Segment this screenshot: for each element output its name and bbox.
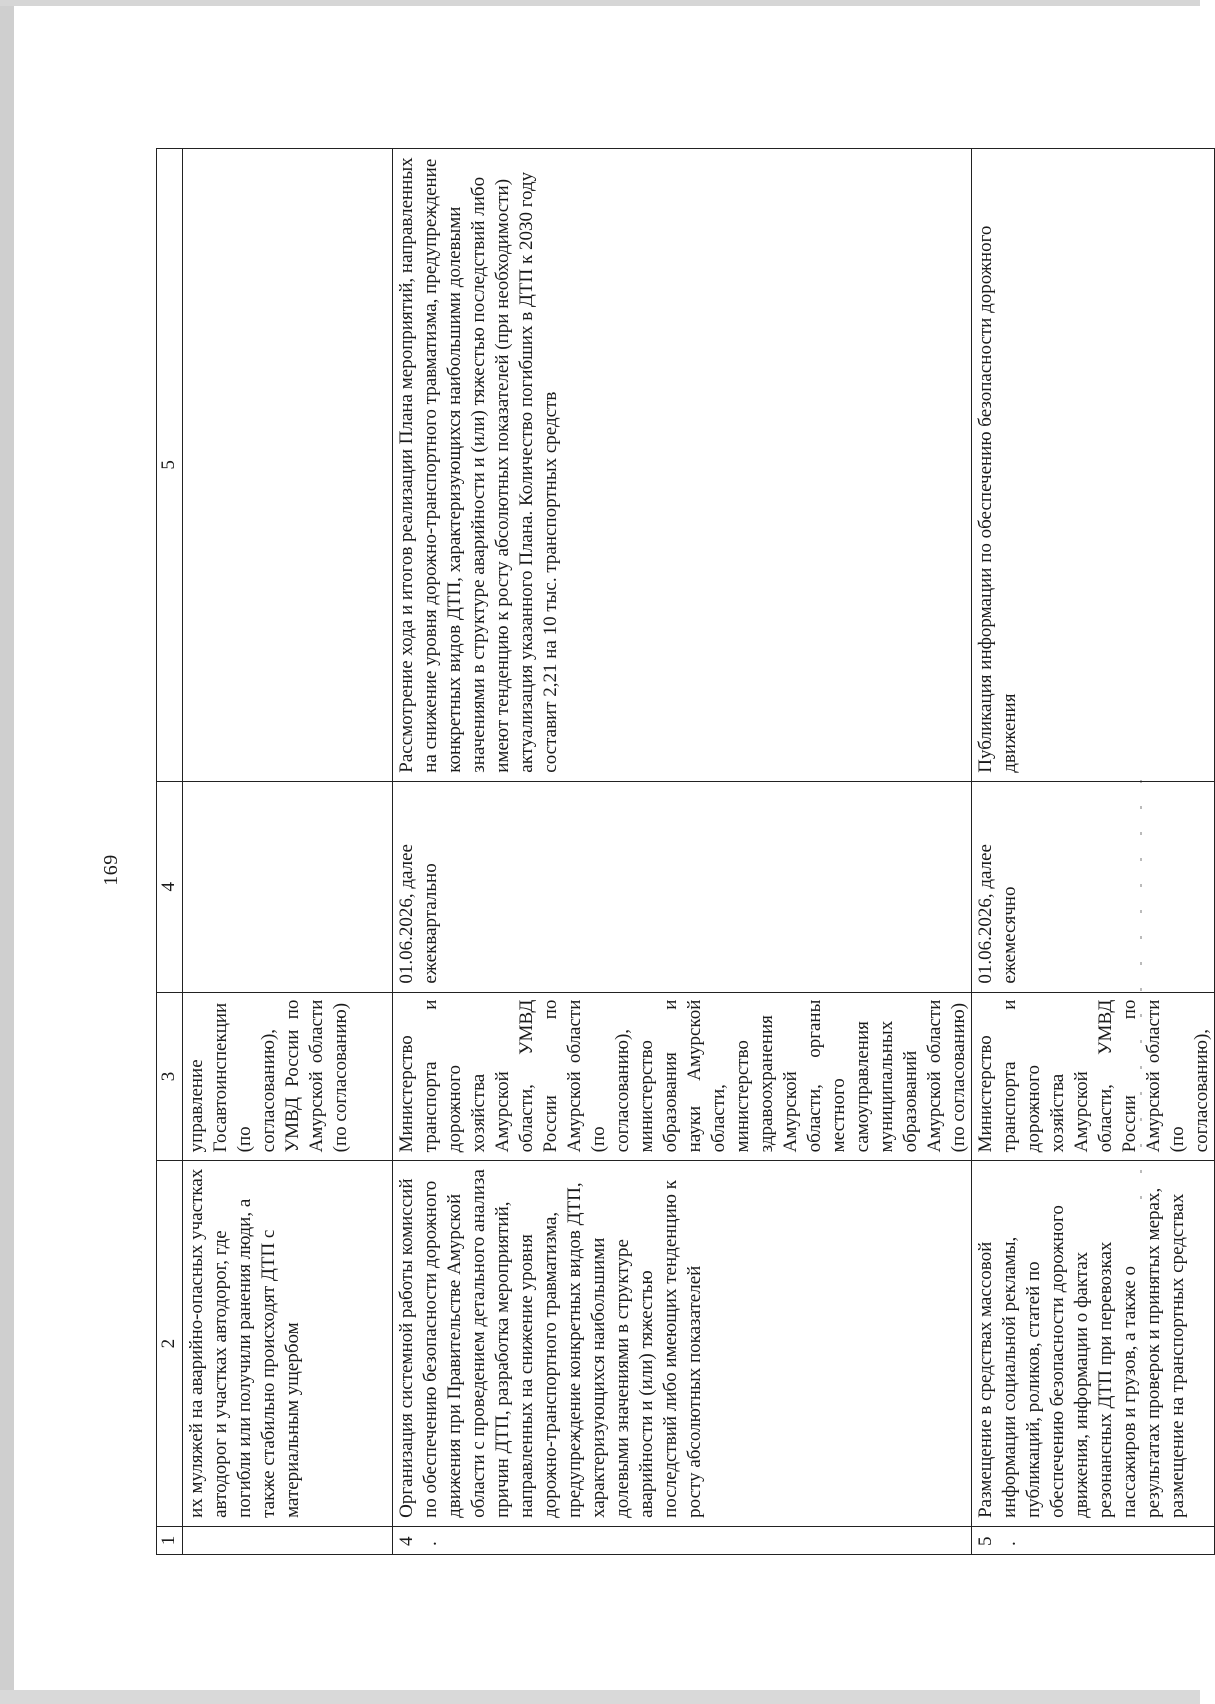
row-number: 5. [972, 1526, 1215, 1554]
measure-description: их муляжей на аварийно-опасных участках автодорог и участках автодорог, где погибли или получили ранения люди, а также стабильно происходят ДТП с материальным ущербом [183, 1161, 393, 1527]
expected-result: Публикация информации по обеспечению безопасности дорожного движения [972, 149, 1215, 782]
expected-result [183, 149, 393, 782]
column-header: 1 [157, 1526, 183, 1554]
table-row [393, 149, 972, 1555]
responsible-executors: Министерство транспорта и дорожного хозяйства Амурской области, УМВД России по Амурской области (по согласованию), министерство образования и науки Амурской области, министерство здравоохранения Амурской области, органы местного самоуправления муниципальных образований Амурской области (по согласованию) [393, 992, 972, 1161]
page-number: 169 [100, 854, 122, 886]
deadline [183, 781, 393, 992]
measure-description: Размещение в средствах массовой информации социальной рекламы, публикаций, роликов, статей по обеспечению безопасности дорожного движения, информации о фактах резонансных ДТП при перевозках пассажиров и грузов, а также о результатах проверок и принятых мерах, размещение на транспортных средствах [972, 1161, 1215, 1527]
measure-description: Организация системной работы комиссий по обеспечению безопасности дорожного движения при Правительстве Амурской области с проведением детального анализа причин ДТП, разработка мероприятий, направленных на снижение уровня дорожно-транспортного травматизма, предупреждение конкретных видов ДТП, характеризующихся наибольшими долевыми значениями в структуре аварийности и (или) тяжестью последствий либо имеющих тенденцию к росту абсолютных показателей [393, 1161, 972, 1527]
table-row [972, 149, 1215, 1555]
column-header: 4 [157, 781, 183, 992]
responsible-executors: Министерство транспорта и дорожного хозяйства Амурской области, УМВД России по Амурской области (по согласованию), [972, 992, 1215, 1161]
row-number: 4. [393, 1526, 972, 1554]
deadline: 01.06.2026, далее ежемесячно [972, 781, 1215, 992]
deadline: 01.06.2026, далее ежеквартально [393, 781, 972, 992]
column-header: 5 [157, 149, 183, 782]
table-row [183, 149, 393, 1555]
table-header-row [157, 149, 183, 1555]
responsible-executors: управление Госавтоинспекции (по согласованию), УМВД России по Амурской области (по согласованию) [183, 992, 393, 1161]
column-header: 2 [157, 1161, 183, 1527]
row-number [183, 1526, 393, 1554]
expected-result: Рассмотрение хода и итогов реализации Плана мероприятий, направленных на снижение уровня дорожно-транспортного травматизма, предупреждение конкретных видов ДТП, характеризующихся наибольшими долевыми значениями в структуре аварийности и (или) тяжестью последствий либо имеют тенденцию к росту абсолютных показателей (при необходимости) актуализация указанного Плана. Количество погибших в ДТП к 2030 году составит 2,21 на 10 тыс. транспортных средств [393, 149, 972, 782]
measures-table [156, 148, 1215, 1555]
column-header: 3 [157, 992, 183, 1161]
